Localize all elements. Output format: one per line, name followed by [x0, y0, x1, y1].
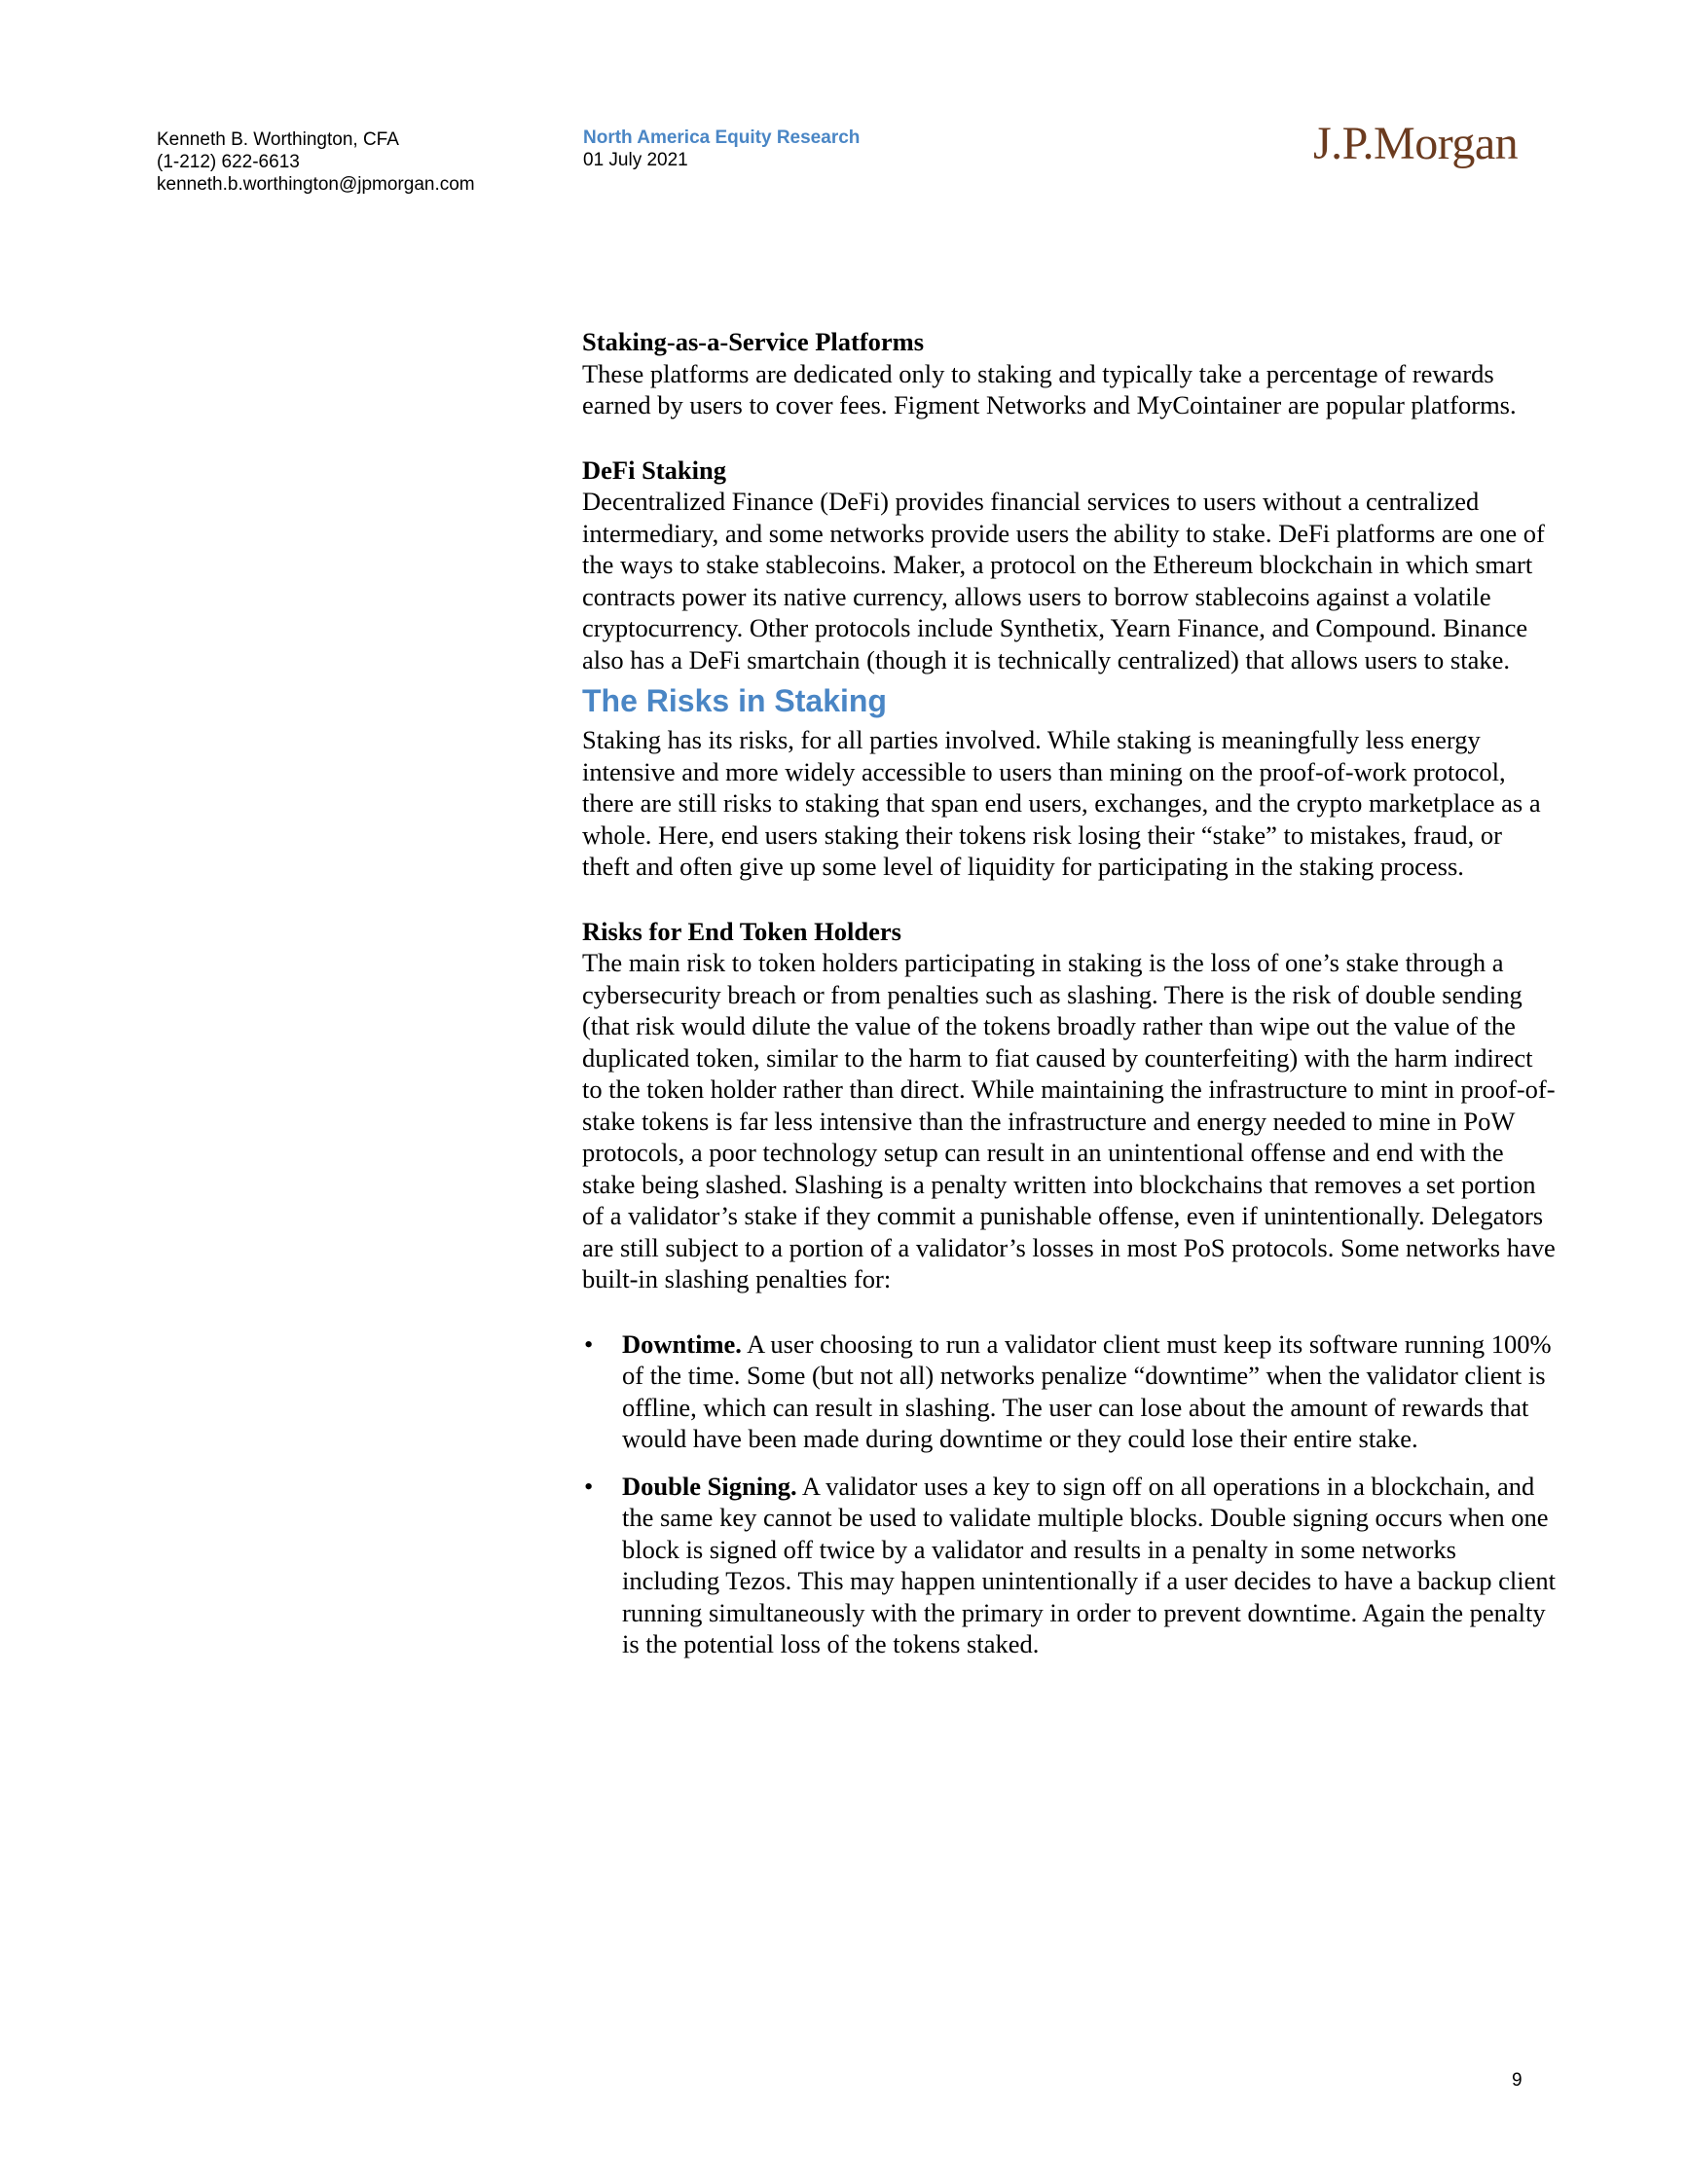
end-holders-paragraph: The main risk to token holders participating in staking is the loss of one’s stake through a cybersecurity breach or from penalties such as slashing. There is the risk of double sending (that risk would dilute the value of the tokens broadly rather than wipe out the value of the duplicated token, similar to the harm to fiat caused by counterfeiting) with the harm indirect to the token holder rather than direct. While maintaining the infrastructure to mint in proof-of-stake tokens is far less intensive than the infrastructure and energy needed to mine in PoW protocols, a poor technology setup can result in an unintentional offense and end with the stake being slashed. Slashing is a penalty written into blockchains that removes a set portion of a validator’s stake if they commit a punishable offense, even if unintentionally. Delegators are still subject to a portion of a validator’s losses in most PoS protocols. Some networks have built-in slashing penalties for: — [582, 948, 1556, 1293]
slashing-penalties-list — [582, 1329, 1556, 1660]
bullet-term: Downtime. — [622, 1329, 742, 1359]
bullet-text: A validator uses a key to sign off on all operations in a blockchain, and the same key cannot be used to validate multiple blocks. Double signing occurs when one block is signed off twice by a validator and results in a penalty in some networks including Tezos. This may happen unintentionally if a user decides to have a backup client running simultaneously with the primary in order to prevent downtime. Again the penalty is the potential loss of the tokens staked. — [622, 1471, 1556, 1658]
staas-heading: Staking-as-a-Service Platforms — [582, 327, 925, 356]
author-name: Kenneth B. Worthington, CFA — [157, 129, 399, 150]
report-info — [583, 127, 860, 171]
author-block — [157, 128, 475, 196]
staas-paragraph: These platforms are dedicated only to staking and typically take a percentage of rewards earned by users to cover fees. Figment Networks and MyCointainer are popular platforms. — [582, 358, 1517, 419]
bullet-text: A user choosing to run a validator client must keep its software running 100% of the time. Some (but not all) networks penalize “downtime” when the validator client is offline, which can result in slashing. The user can lose about the amount of rewards that would have been made during downtime or they could lose their entire stake. — [622, 1329, 1552, 1453]
risks-section-title: The Risks in Staking — [582, 683, 887, 718]
spacer — [582, 883, 1556, 916]
bullet-icon: • — [584, 1329, 594, 1359]
spacer — [582, 1295, 1556, 1329]
list-item — [582, 1329, 1556, 1455]
main-content — [582, 326, 1556, 1676]
author-email: kenneth.b.worthington@jpmorgan.com — [157, 174, 475, 195]
jpmorgan-logo: J.P.Morgan — [1313, 118, 1519, 169]
page-number: 9 — [1512, 2070, 1523, 2091]
report-date: 01 July 2021 — [583, 150, 688, 170]
defi-heading: DeFi Staking — [582, 455, 726, 485]
spacer — [582, 421, 1556, 455]
bullet-term: Double Signing. — [622, 1471, 797, 1501]
bullet-icon: • — [584, 1471, 594, 1501]
department-label: North America Equity Research — [583, 127, 861, 148]
risks-paragraph: Staking has its risks, for all parties involved. While staking is meaningfully less energy intensive and more widely accessible to users than mining on the proof-of-work protocol, there are still risks to staking that span end users, exchanges, and the crypto marketplace as a whole. Here, end users staking their tokens risk losing their “stake” to mistakes, fraud, or theft and often give up some level of liquidity for participating in the staking process. — [582, 725, 1541, 881]
author-phone: (1-212) 622-6613 — [157, 152, 300, 172]
list-item — [582, 1471, 1556, 1660]
defi-paragraph: Decentralized Finance (DeFi) provides financial services to users without a centralized intermediary, and some networks provide users the ability to stake. DeFi platforms are one of the ways to stake stablecoins. Maker, a protocol on the Ethereum blockchain in which smart contracts power its native currency, allows users to borrow stablecoins against a volatile cryptocurrency. Other protocols include Synthetix, Yearn Finance, and Compound. Binance also has a DeFi smartchain (though it is technically centralized) that allows users to stake. — [582, 487, 1545, 674]
end-holders-heading: Risks for End Token Holders — [582, 916, 901, 946]
